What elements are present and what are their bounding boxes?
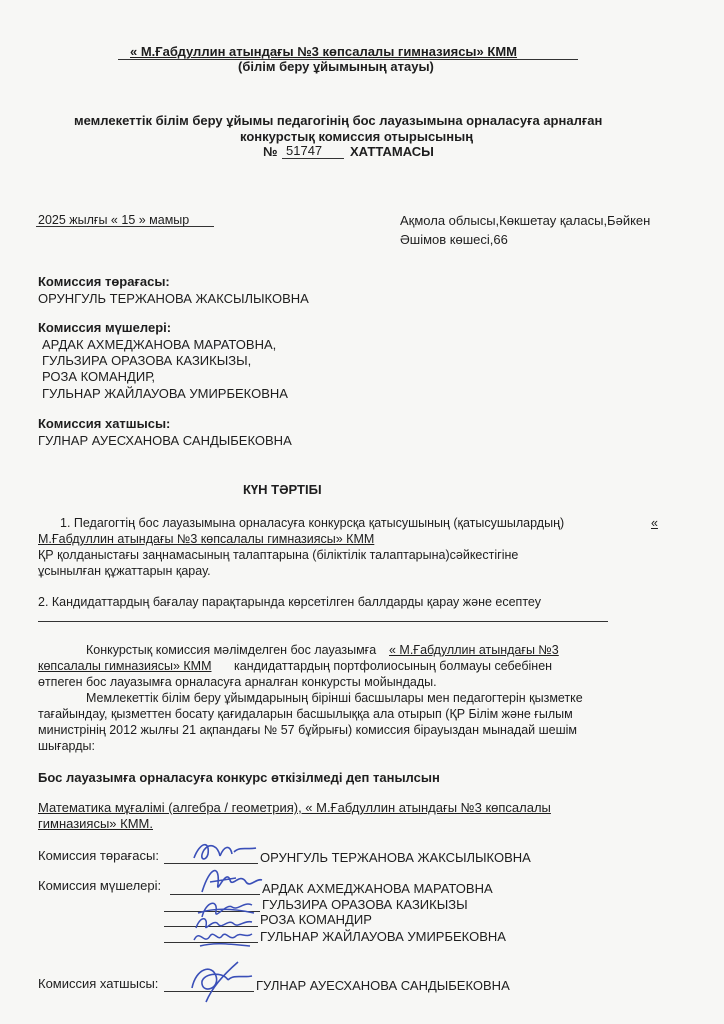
agenda-heading: КҮН ТӘРТІБІ <box>243 482 322 497</box>
member-name: АРДАК АХМЕДЖАНОВА МАРАТОВНА, <box>42 337 277 352</box>
member-4-signature-icon <box>190 924 256 950</box>
protocol-date: 2025 жылғы « 15 » мамыр <box>38 213 190 227</box>
protocol-number-underline <box>282 158 344 159</box>
decision-line-2: гимназиясы» КММ. <box>38 816 153 831</box>
paragraph-2-line-2: тағайындау, қызметтен босату қағидаларын басшылыққа ала отырып (ҚР Білім және ғылым <box>38 707 573 721</box>
paragraph-1-org-b: көпсалалы гимназиясы» КММ <box>38 659 212 673</box>
signature-members-label: Комиссия мүшелері: <box>38 878 162 893</box>
organization-name: « М.Ғабдуллин атындағы №3 көпсалалы гимназиясы» КММ <box>130 44 517 59</box>
decision-heading: Бос лауазымға орналасуға конкурс өткізілмеді деп танылсын <box>38 770 440 785</box>
paragraph-2-line-4: шығарды: <box>38 739 95 753</box>
paragraph-1-org-a: « М.Ғабдуллин атындағы №3 <box>389 643 559 657</box>
title-line-1: мемлекеттік білім беру ұйымы педагогінің бос лауазымына орналасуға арналған <box>74 113 603 128</box>
paragraph-1-line-1: Конкурстық комиссия мәлімделген бос лауазымға <box>86 643 377 657</box>
address-line-2: Әшімов көшесі,66 <box>400 232 508 247</box>
signature-chair-label: Комиссия төрағасы: <box>38 848 159 863</box>
protocol-number-label: № <box>263 144 278 159</box>
agenda-item-1-line-1: 1. Педагогтің бос лауазымына орналасуға конкурсқа қатысушының (қатысушылардың) <box>60 516 565 530</box>
signature-member-name: РОЗА КОМАНДИР <box>260 912 372 927</box>
title-line-2: конкурстық комиссия отырысының <box>240 129 474 144</box>
protocol-word: ХАТТАМАСЫ <box>350 144 434 159</box>
agenda-item-2: 2. Кандидаттардың бағалау парақтарында көрсетілген баллдарды қарау және есептеу <box>38 595 541 609</box>
decision-line-1: Математика мұғалімі (алгебра / геометрия), « М.Ғабдуллин атындағы №3 көпсалалы <box>38 800 551 815</box>
date-underline <box>36 226 214 227</box>
agenda-divider <box>38 621 608 622</box>
signature-secretary-name: ГУЛНАР АУЕСХАНОВА САНДЫБЕКОВНА <box>256 978 510 993</box>
signature-member-name: ГУЛЬНАР ЖАЙЛАУОВА УМИРБЕКОВНА <box>260 929 506 944</box>
agenda-item-1-line-4: ұсынылған құжаттарын қарау. <box>38 564 211 578</box>
paragraph-2-line-1: Мемлекеттік білім беру ұйымдарының бірінші басшылары мен педагогтерін қызметке <box>86 691 583 705</box>
member-name: ГУЛЬЗИРА ОРАЗОВА КАЗИКЫЗЫ, <box>42 353 252 368</box>
chair-label: Комиссия төрағасы: <box>38 274 170 289</box>
chair-name: ОРУНГУЛЬ ТЕРЖАНОВА ЖАКСЫЛЫКОВНА <box>38 291 309 306</box>
signature-chair-name: ОРУНГУЛЬ ТЕРЖАНОВА ЖАКСЫЛЫКОВНА <box>260 850 531 865</box>
member-name: РОЗА КОМАНДИР, <box>42 369 156 384</box>
signature-member-name: ГУЛЬЗИРА ОРАЗОВА КАЗИКЫЗЫ <box>262 897 468 912</box>
paragraph-2-line-3: министрінің 2012 жылғы 21 ақпандағы № 57 бұйрығы) комиссия бірауыздан мынадай шешім <box>38 723 577 737</box>
secretary-signature-icon <box>182 958 258 1004</box>
paragraph-1-line-2: кандидаттардың портфолиосының болмауы себебінен <box>234 659 553 673</box>
address-line-1: Ақмола облысы,Көкшетау қаласы,Бәйкен <box>400 213 651 228</box>
members-label: Комиссия мүшелері: <box>38 320 172 335</box>
protocol-number: 51747 <box>286 143 323 158</box>
agenda-item-1-org: М.Ғабдуллин атындағы №3 көпсалалы гимназиясы» КММ <box>38 532 375 546</box>
secretary-label: Комиссия хатшысы: <box>38 416 171 431</box>
signature-secretary-label: Комиссия хатшысы: <box>38 976 159 991</box>
secretary-name: ГУЛНАР АУЕСХАНОВА САНДЫБЕКОВНА <box>38 433 292 448</box>
organization-caption: (білім беру ұйымының атауы) <box>238 59 434 74</box>
member-name: ГУЛЬНАР ЖАЙЛАУОВА УМИРБЕКОВНА <box>42 386 288 401</box>
signature-member-name: АРДАК АХМЕДЖАНОВА МАРАТОВНА <box>262 881 493 896</box>
paragraph-1-line-3: өтпеген бос лауазымға орналасуға арналған конкурсты мойындады. <box>38 675 437 689</box>
agenda-item-1-line-3: ҚР қолданыстағы заңнамасының талаптарына (біліктілік талаптарына)сәйкестігіне <box>38 548 519 562</box>
agenda-item-1-org-start: « <box>651 516 658 530</box>
